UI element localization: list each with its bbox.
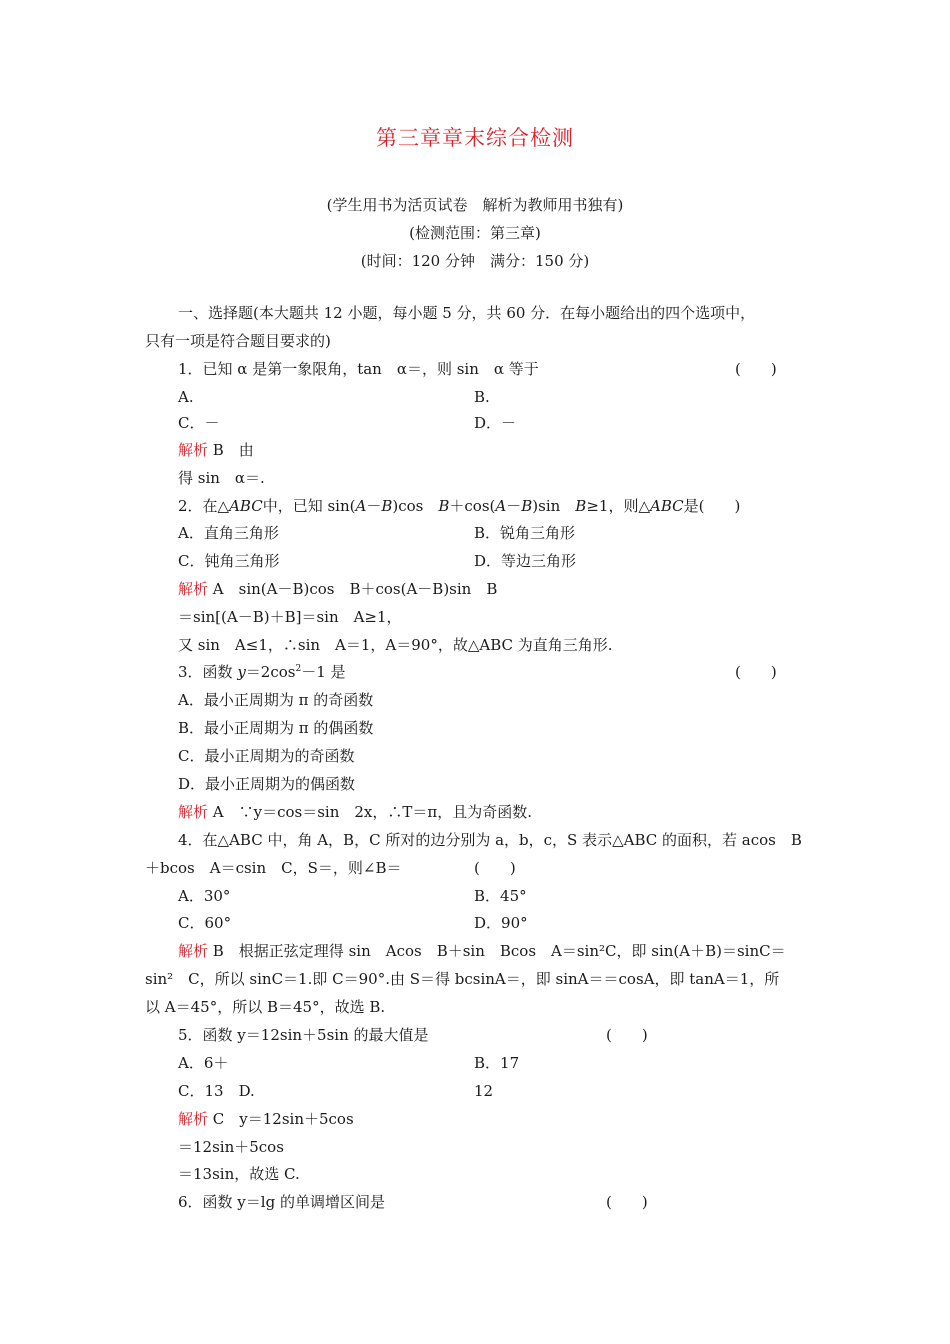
q4-option-a: A．30° [178,887,231,905]
answer-label: 解析 [178,803,209,821]
answer-label: 解析 [178,441,209,459]
q5-option-d: 12 [474,1082,494,1100]
q5-answer-line3: ＝13sin，故选 C. [178,1165,300,1183]
q1-option-a: A. [178,388,194,406]
q3-option-b: B．最小正周期为 π 的偶函数 [178,719,374,737]
answer-label: 解析 [178,1110,209,1128]
q2-answer: 解析 A sin(A－B)cos B＋cos(A－B)sin B [178,580,498,598]
answer-label: 解析 [178,942,209,960]
q1-option-d: D．－ [474,414,517,432]
q4-stem-line1: 4．在△ABC 中，角 A，B，C 所对的边分别为 a，b，c，S 表示△ABC 的面积，若 acos B [178,831,802,849]
q4-option-b: B．45° [474,887,527,905]
q3-option-c: C．最小正周期为的奇函数 [178,747,355,765]
q5-option-c: C．13 D. [178,1082,255,1100]
q4-answer-line3: 以 A＝45°，所以 B＝45°，故选 B. [145,998,386,1016]
q2-option-d: D．等边三角形 [474,552,577,570]
q3-option-d: D．最小正周期为的偶函数 [178,775,356,793]
q3-answer: 解析 A ∵y＝cos＝sin 2x，∴T＝π，且为奇函数. [178,803,533,821]
q3-stem: 3．函数 $y=2\cos^2-1$ 是 [178,663,346,681]
q4-answer-line2: sin² C，所以 sinC＝1.即 C＝90°.由 S＝得 bcsinA＝，即 sinA＝＝cosA，即 tanA＝1，所 [145,970,780,988]
q1-bracket: ( ) [735,360,777,378]
q5-bracket: ( ) [606,1026,648,1044]
q6-stem: 6．函数 y＝lg 的单调增区间是 [178,1193,385,1211]
q5-option-a: A．6＋ [178,1054,229,1072]
q2-answer-line3: 又 sin A≤1，∴sin A＝1，A＝90°，故△ABC 为直角三角形. [178,636,613,654]
q1-answer-line2: 得 sin α＝. [178,469,265,487]
q4-bracket: ( ) [474,859,516,877]
q1-option-c: C．－ [178,414,220,432]
header-scope: (检测范围：第三章) [409,224,541,242]
q4-stem-line2: ＋bcos A＝csin C，S＝，则∠B＝ [145,859,402,877]
q4-option-c: C．60° [178,914,232,932]
header-time: (时间：120 分钟 满分：150 分) [360,252,590,270]
q2-answer-line2: ＝sin[(A－B)＋B]＝sin A≥1， [178,608,402,626]
q6-bracket: ( ) [606,1193,648,1211]
q1-answer: 解析 B 由 [178,441,254,459]
q2-option-c: C．钝角三角形 [178,552,280,570]
q5-answer: 解析 C y＝12sin＋5cos [178,1110,354,1128]
q1-stem: 1．已知 α 是第一象限角，tan α＝，则 sin α 等于 [178,360,539,378]
q5-option-b: B．17 [474,1054,520,1072]
q2-option-a: A．直角三角形 [178,524,279,542]
header-note: (学生用书为活页试卷 解析为教师用书独有) [326,196,624,214]
q2-option-b: B．锐角三角形 [474,524,576,542]
q1-option-b: B. [474,388,490,406]
section-intro-line1: 一、选择题(本大题共 12 小题，每小题 5 分，共 60 分．在每小题给出的四个选项中， [178,304,756,322]
q4-answer: 解析 B 根据正弦定理得 sin Acos B＋sin Bcos A＝sin²C，即 sin(A＋B)＝sinC＝ [178,942,786,960]
section-intro-line2: 只有一项是符合题目要求的) [145,332,331,350]
page-title: 第三章章末综合检测 [376,126,574,150]
q3-option-a: A．最小正周期为 π 的奇函数 [178,691,374,709]
q5-stem: 5．函数 y＝12sin＋5sin 的最大值是 [178,1026,429,1044]
q5-answer-line2: ＝12sin＋5cos [178,1138,284,1156]
q2-stem: 2．在△ABC中，已知 sin(A－B)cos B＋cos(A－B)sin B≥1，则△ABC是( ) [178,497,741,515]
answer-label: 解析 [178,580,209,598]
q3-bracket: ( ) [735,663,777,681]
q4-option-d: D．90° [474,914,528,932]
